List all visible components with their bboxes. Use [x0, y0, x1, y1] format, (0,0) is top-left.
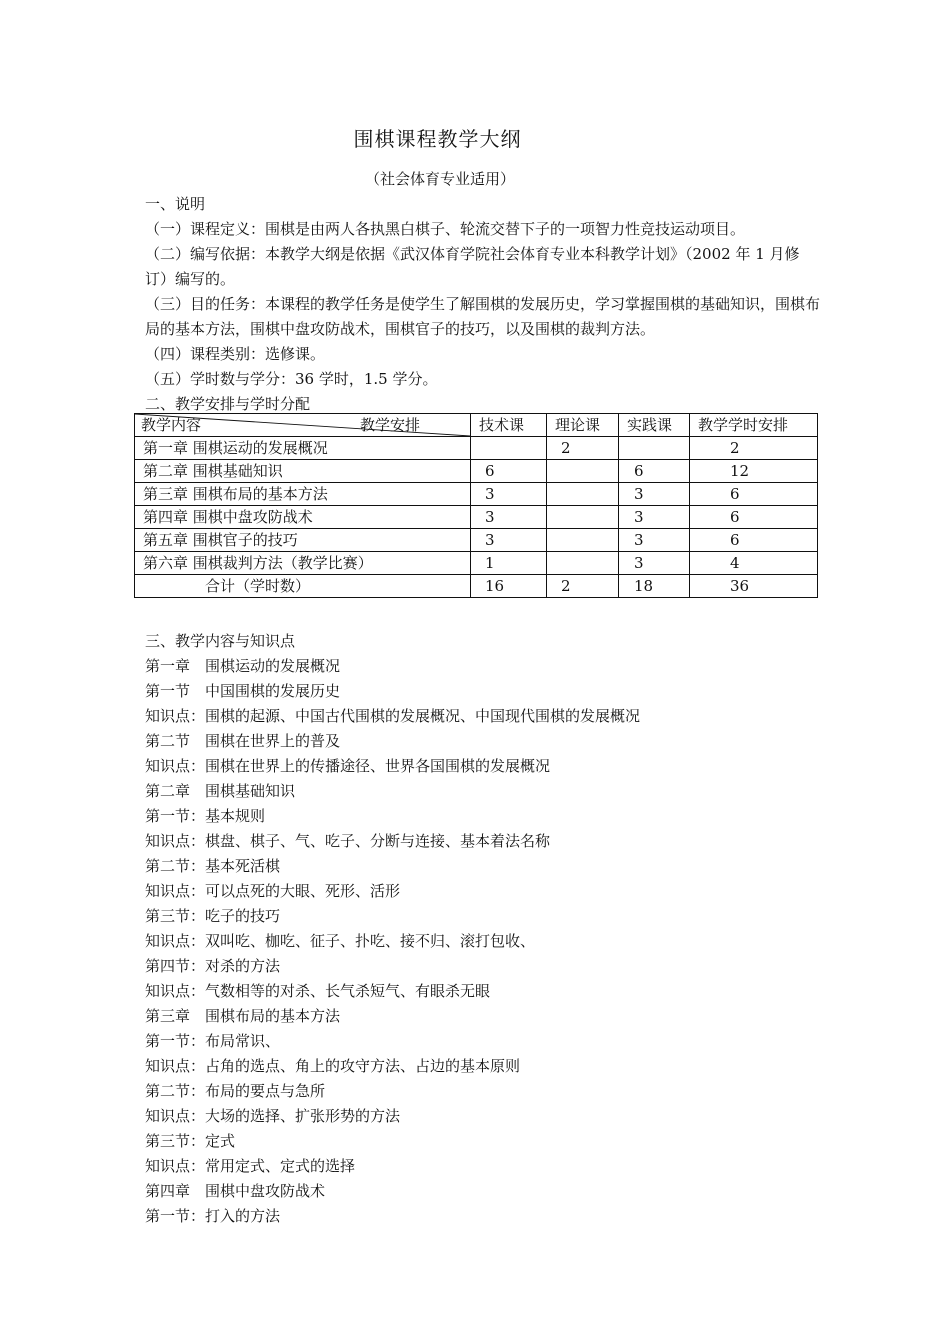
theory-cell — [547, 460, 619, 483]
tech-cell: 16 — [471, 575, 547, 598]
chapter-cell: 第一章 围棋运动的发展概况 — [135, 437, 471, 460]
content-line: 三、教学内容与知识点 — [145, 632, 296, 650]
total-cell: 6 — [690, 483, 818, 506]
chapter-cell: 第五章 围棋官子的技巧 — [135, 529, 471, 552]
page-subtitle: （社会体育专业适用） — [364, 170, 515, 188]
schedule-table — [134, 413, 818, 598]
theory-cell — [547, 529, 619, 552]
content-line: 知识点：双叫吃、枷吃、征子、扑吃、接不归、滚打包收、 — [145, 932, 536, 950]
table-row — [135, 529, 818, 552]
theory-cell: 2 — [547, 437, 619, 460]
paragraph-objectives: （三）目的任务：本课程的教学任务是使学生了解围棋的发展历史，学习掌握围棋的基础知识，围棋布局的基本方法，围棋中盘攻防战术，围棋官子的技巧，以及围棋的裁判方法。 — [145, 295, 821, 338]
content-line: 第一节：布局常识、 — [145, 1032, 281, 1050]
total-cell: 2 — [690, 437, 818, 460]
content-line: 第一节 中国围棋的发展历史 — [145, 682, 341, 700]
tech-cell: 1 — [471, 552, 547, 575]
chapter-cell: 第六章 围棋裁判方法（教学比赛） — [135, 552, 471, 575]
theory-cell: 2 — [547, 575, 619, 598]
table-row — [135, 483, 818, 506]
content-line: 第一节：基本规则 — [145, 807, 266, 825]
content-line: 第三节：吃子的技巧 — [145, 907, 281, 925]
table-corner-cell — [135, 414, 471, 437]
column-header: 理论课 — [547, 414, 619, 437]
chapter-cell: 第四章 围棋中盘攻防战术 — [135, 506, 471, 529]
theory-cell — [547, 552, 619, 575]
content-line: 第一章 围棋运动的发展概况 — [145, 657, 341, 675]
content-line: 知识点：围棋在世界上的传播途径、世界各国围棋的发展概况 — [145, 757, 551, 775]
content-line: 知识点：围棋的起源、中国古代围棋的发展概况、中国现代围棋的发展概况 — [145, 707, 641, 725]
table-row — [135, 506, 818, 529]
tech-cell — [471, 437, 547, 460]
theory-cell — [547, 506, 619, 529]
content-line: 知识点：棋盘、棋子、气、吃子、分断与连接、基本着法名称 — [145, 832, 551, 850]
practice-cell: 3 — [619, 506, 690, 529]
total-cell: 6 — [690, 506, 818, 529]
table-header-row — [135, 414, 818, 437]
chapter-cell: 第三章 围棋布局的基本方法 — [135, 483, 471, 506]
tech-cell: 3 — [471, 529, 547, 552]
paragraph-hours-credits: （五）学时数与学分：36 学时，1.5 学分。 — [145, 370, 438, 388]
practice-cell: 3 — [619, 483, 690, 506]
total-label-cell: 合计（学时数） — [135, 575, 471, 598]
table-row — [135, 552, 818, 575]
table-row — [135, 460, 818, 483]
table-total-row — [135, 575, 818, 598]
tech-cell: 6 — [471, 460, 547, 483]
table-row — [135, 437, 818, 460]
content-line: 第二节：基本死活棋 — [145, 857, 281, 875]
tech-cell: 3 — [471, 506, 547, 529]
practice-cell — [619, 437, 690, 460]
content-line: 知识点：气数相等的对杀、长气杀短气、有眼杀无眼 — [145, 982, 491, 1000]
content-line: 第四节：对杀的方法 — [145, 957, 281, 975]
content-line: 第四章 围棋中盘攻防战术 — [145, 1182, 326, 1200]
page-title: 围棋课程教学大纲 — [353, 127, 522, 151]
content-line: 知识点：常用定式、定式的选择 — [145, 1157, 356, 1175]
content-line: 知识点：大场的选择、扩张形势的方法 — [145, 1107, 401, 1125]
total-cell: 36 — [690, 575, 818, 598]
section-heading: 二、教学安排与学时分配 — [145, 395, 311, 413]
practice-cell: 18 — [619, 575, 690, 598]
column-header: 实践课 — [619, 414, 690, 437]
section-heading: 一、说明 — [145, 195, 206, 213]
paragraph-basis: （二）编写依据：本教学大纲是依据《武汉体育学院社会体育专业本科教学计划》（2002 年 1 月修订）编写的。 — [145, 245, 800, 288]
chapter-cell: 第二章 围棋基础知识 — [135, 460, 471, 483]
column-header: 教学学时安排 — [690, 414, 818, 437]
tech-cell: 3 — [471, 483, 547, 506]
practice-cell: 6 — [619, 460, 690, 483]
content-line: 第一节：打入的方法 — [145, 1207, 281, 1225]
content-line: 第三章 围棋布局的基本方法 — [145, 1007, 341, 1025]
content-line: 第二节：布局的要点与急所 — [145, 1082, 326, 1100]
section-explanation — [145, 192, 820, 417]
total-cell: 6 — [690, 529, 818, 552]
content-line: 知识点：可以点死的大眼、死形、活形 — [145, 882, 401, 900]
column-header: 技术课 — [471, 414, 547, 437]
corner-label-arrangement: 教学安排 — [360, 416, 421, 434]
content-line: 第二章 围棋基础知识 — [145, 782, 296, 800]
paragraph-definition: （一）课程定义：围棋是由两人各执黑白棋子、轮流交替下子的一项智力性竞技运动项目。 — [145, 220, 746, 238]
paragraph-category: （四）课程类别：选修课。 — [145, 345, 326, 363]
section-content — [145, 629, 820, 1229]
total-cell: 12 — [690, 460, 818, 483]
theory-cell — [547, 483, 619, 506]
content-line: 第二节 围棋在世界上的普及 — [145, 732, 341, 750]
content-line: 知识点：占角的选点、角上的攻守方法、占边的基本原则 — [145, 1057, 521, 1075]
total-cell: 4 — [690, 552, 818, 575]
practice-cell: 3 — [619, 552, 690, 575]
practice-cell: 3 — [619, 529, 690, 552]
content-line: 第三节：定式 — [145, 1132, 236, 1150]
corner-label-content: 教学内容 — [141, 416, 202, 434]
